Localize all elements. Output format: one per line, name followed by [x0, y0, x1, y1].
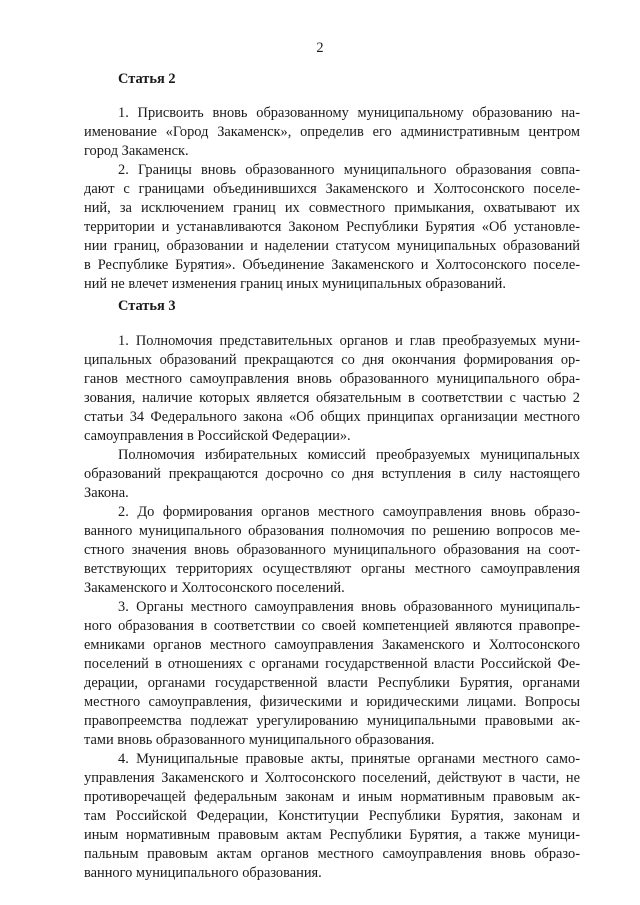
- text-line: стного значения вновь образованного муниципального образования на соот-: [84, 542, 580, 558]
- paragraph-2-1: [84, 104, 580, 161]
- text-line: именование «Город Закаменск», определив его административным центром: [84, 124, 580, 140]
- text-line: дерации, органами государственной власти Республики Бурятия, органами: [84, 675, 580, 691]
- text-line: ний не влечет изменения границ иных муниципальных образований.: [84, 276, 506, 292]
- paragraph-3-2: [84, 503, 580, 598]
- text-line: там Российской Федерации, Конституции Республики Бурятия, законам и: [84, 808, 580, 824]
- text-line: поселений в отношениях с органами государственной власти Российской Фе-: [84, 656, 580, 672]
- text-line: ципальных образований прекращаются со дня окончания формирования ор-: [84, 352, 580, 368]
- text-line: ганов местного самоуправления вновь образованного муниципального обра-: [84, 371, 580, 387]
- section-heading-article-2: Статья 2: [118, 71, 176, 87]
- text-line: правопреемства подлежат урегулированию муниципальными правовыми ак-: [84, 713, 580, 729]
- text-line: иным нормативным правовым актам Республики Бурятия, а также муници-: [84, 827, 580, 843]
- text-line: Закона.: [84, 485, 129, 501]
- text-line: Закаменского и Холтосонского поселений.: [84, 580, 345, 596]
- text-line: управления Закаменского и Холтосонского поселений, действуют в части, не: [84, 770, 580, 786]
- text-line: емниками органов местного самоуправления Закаменского и Холтосонского: [84, 637, 580, 653]
- text-line: город Закаменск.: [84, 143, 189, 159]
- paragraph-3-3: [84, 598, 580, 750]
- paragraph-3-1b: [84, 446, 580, 503]
- text-line: ний, за исключением границ их совместного примыкания, охватывают их: [84, 200, 580, 216]
- text-line: зования, наличие которых является обязательным в соответствии с частью 2: [84, 390, 580, 406]
- text-line: Полномочия избирательных комиссий преобразуемых муниципальных: [118, 447, 580, 463]
- paragraph-2-2: [84, 161, 580, 294]
- text-line: статьи 34 Федерального закона «Об общих принципах организации местного: [84, 409, 580, 425]
- text-line: местного самоуправления, физическими и юридическими лицами. Вопросы: [84, 694, 580, 710]
- text-line: самоуправления в Российской Федерации».: [84, 428, 351, 444]
- text-line: 2. До формирования органов местного самоуправления вновь образо-: [118, 504, 580, 520]
- text-line: ванного муниципального образования.: [84, 865, 322, 881]
- text-line: тами вновь образованного муниципального образования.: [84, 732, 435, 748]
- section-heading-article-3: Статья 3: [118, 298, 176, 314]
- text-line: территории и устанавливаются Законом Республики Бурятия «Об установле-: [84, 219, 580, 235]
- text-line: противоречащей федеральным законам и иным нормативным правовым ак-: [84, 789, 580, 805]
- text-line: 4. Муниципальные правовые акты, принятые органами местного само-: [118, 751, 580, 767]
- text-line: нии границ, образовании и наделении статусом муниципальных образований: [84, 238, 580, 254]
- text-line: дают с границами объединившихся Закаменского и Холтосонского поселе-: [84, 181, 580, 197]
- paragraph-3-4: [84, 750, 580, 883]
- text-line: 1. Присвоить вновь образованному муниципальному образованию на-: [118, 105, 580, 121]
- page-number: 2: [316, 40, 324, 56]
- text-line: 2. Границы вновь образованного муниципального образования совпа-: [118, 162, 580, 178]
- paragraph-3-1: [84, 332, 580, 446]
- text-line: ного образования в соответствии со своей компетенцией являются правопре-: [84, 618, 580, 634]
- text-line: в Республике Бурятия». Объединение Закаменского и Холтосонского поселе-: [84, 257, 580, 273]
- text-line: образований прекращаются досрочно со дня вступления в силу настоящего: [84, 466, 580, 482]
- text-line: пальным правовым актам органов местного самоуправления вновь образо-: [84, 846, 580, 862]
- text-line: ванного муниципального образования полномочия по решению вопросов ме-: [84, 523, 580, 539]
- text-line: 3. Органы местного самоуправления вновь образованного муниципаль-: [118, 599, 580, 615]
- text-line: 1. Полномочия представительных органов и глав преобразуемых муни-: [118, 333, 580, 349]
- text-line: ветствующих территориях осуществляют органы местного самоуправления: [84, 561, 580, 577]
